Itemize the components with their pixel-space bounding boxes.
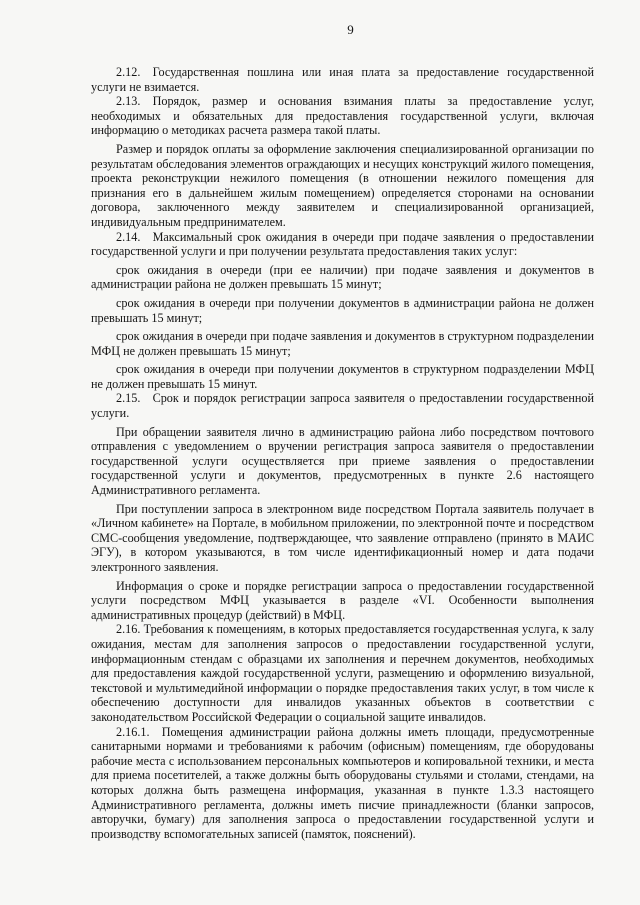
paragraph-2-16: 2.16. Требования к помещениям, в которых предоставляется государственная услуга, к залу ожидания, местам для заполнения запросов о предоставлении государственной услуги, информационным стендам с образцами их заполнения и перечнем документов, необходимых для предоставления каждой государственной услуги, размещению и оформлению визуальной, текстовой и мультимедийной информации о порядке предоставления таких услуг, в том числе к обеспечению доступности для инвалидов указанных объектов в соответствии с законодательством Российской Федерации о социальной защите инвалидов. xyxy=(91,622,594,724)
paragraph-2-14: 2.14. Максимальный срок ожидания в очереди при подаче заявления о предоставлении государственной услуги и при получении результата предоставления таких услуг: xyxy=(91,229,594,259)
list-item-wait-submission-admin: срок ожидания в очереди (при ее наличии) при подаче заявления и документов в администрации района не должен превышать 15 минут; xyxy=(91,262,594,292)
paragraph-personal-registration: При обращении заявителя лично в администрацию района либо посредством почтового отправления с уведомлением о вручении регистрация запроса заявителя о предоставлении государственной услуги осуществляется при приеме заявления о предоставлении государственной услуги и документов, предусмотренных в пункте 2.6 настоящего Административного регламента. xyxy=(91,424,594,498)
list-item-wait-submission-mfc: срок ожидания в очереди при подаче заявления и документов в структурном подразделении МФЦ не должен превышать 15 минут; xyxy=(91,329,594,358)
list-item-wait-receipt-admin: срок ожидания в очереди при получении документов в администрации района не должен превышать 15 минут; xyxy=(91,295,594,325)
page-number: 9 xyxy=(347,22,354,37)
paragraph-2-13: 2.13. Порядок, размер и основания взимания платы за предоставление услуг, необходимых и обязательных для предоставления государственной услуги, включая информацию о методиках расчета размера такой платы. xyxy=(91,94,594,138)
paragraph-2-15: 2.15. Срок и порядок регистрации запроса заявителя о предоставлении государственной услуги. xyxy=(91,391,594,421)
list-item-wait-receipt-mfc: срок ожидания в очереди при получении документов в структурном подразделении МФЦ не должен превышать 15 минут. xyxy=(91,362,594,391)
paragraph-mfc-registration: Информация о сроке и порядке регистрации запроса о предоставлении государственной услуги посредством МФЦ указывается в разделе «VI. Особенности выполнения административных процедур (действий) в МФЦ. xyxy=(91,578,594,622)
paragraph-2-16-1: 2.16.1. Помещения администрации района должны иметь площади, предусмотренные санитарными нормами и требованиями к рабочим (офисным) помещениям, где оборудованы рабочие места с использованием персональных компьютеров и копировальной техники, и места для приема посетителей, а также должны быть оборудованы стульями и столами, стендами, на которых должна быть размещена информация, указанная в пункте 1.3.3 настоящего Административного регламента, должны иметь писчие принадлежности (бланки запросов, авторучки, бумагу) для заполнения запроса о предоставлении государственной услуги и производству вспомогательных записей (памяток, пояснений). xyxy=(91,724,594,841)
paragraph-electronic-registration: При поступлении запроса в электронном виде посредством Портала заявитель получает в «Личном кабинете» на Портале, в мобильном приложении, по электронной почте и посредством СМС-сообщения уведомление, подтверждающее, что заявление отправлено (принято в МАИС ЭГУ), в котором указываются, в том числе идентификационный номер и дата подачи электронного заявления. xyxy=(91,501,594,574)
paragraph-2-12: 2.12. Государственная пошлина или иная плата за предоставление государственной услуги не взимается. xyxy=(91,65,594,94)
paragraph-payment-order: Размер и порядок оплаты за оформление заключения специализированной организации по результатам обследования элементов ограждающих и несущих конструкций жилого помещения, проекта реконструкции нежилого помещения (в отношении нежилого помещения для признания его в дальнейшем жилым помещением) определяется сторонами на основании договора, заключенного между заявителем и специализированной организацией, индивидуальным предпринимателем. xyxy=(91,141,594,229)
